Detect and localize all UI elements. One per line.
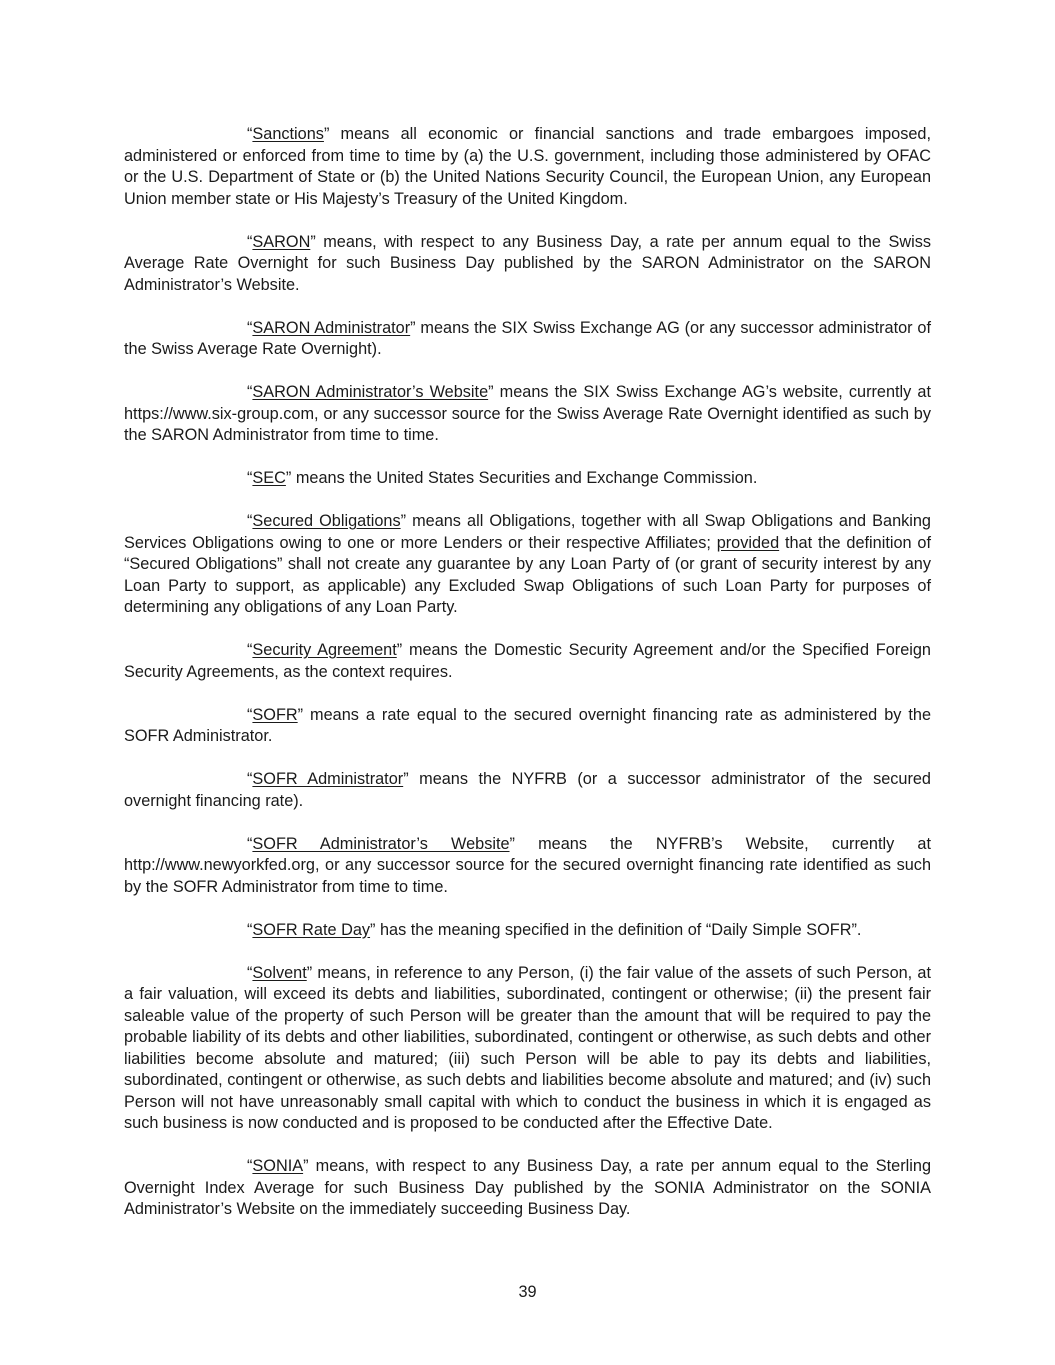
defined-term: Sanctions [252, 125, 324, 143]
definition-security-agreement [124, 640, 931, 683]
defined-term: Solvent [252, 963, 307, 982]
document-page [124, 124, 931, 1242]
defined-term: SOFR Administrator’s Website [252, 834, 510, 853]
definition-saron-administrator [124, 318, 931, 361]
definition-text: ” means the SIX Swiss Exchange AG’s website, currently at https://www.six-group.com, or any successor source for the Swiss Average Rate Overnight identified as such by the SARON Administrator from time to time. [124, 383, 931, 444]
definition-text: ” means all Obligations, together with all Swap Obligations and Banking Services Obligations owing to one or more Lenders or their respective Affiliates; [124, 512, 931, 552]
definition-text: ” means the SIX Swiss Exchange AG (or any successor administrator of the Swiss Average Rate Overnight). [124, 318, 931, 358]
definition-saron [124, 232, 931, 297]
definition-sofr-administrators-website [124, 834, 931, 899]
definition-text: ” means, with respect to any Business Day, a rate per annum equal to the Sterling Overnight Index Average for such Business Day published by the SONIA Administrator on the SONIA Administrator’s Website on the immediately succeeding Business Day. [124, 1157, 931, 1218]
defined-term: SARON Administrator [252, 318, 411, 337]
open-quote: “ [247, 469, 253, 487]
defined-term: Security Agreement [252, 641, 397, 659]
open-quote: “ [247, 963, 253, 982]
open-quote: “ [247, 641, 253, 659]
definition-sofr-administrator [124, 769, 931, 812]
defined-term: SONIA [252, 1157, 304, 1175]
defined-term: SOFR [252, 705, 298, 724]
open-quote: “ [247, 125, 253, 143]
open-quote: “ [247, 512, 253, 530]
open-quote: “ [247, 770, 253, 788]
open-quote: “ [247, 383, 253, 401]
definition-text-continued: that the definition of “Secured Obligations” shall not create any guarantee by any Loan Party of (or grant of security interest by any Loan Party to support, as applicable) any Excluded Swap Obligations of such Loan Party for purposes of determining any obligations of any Loan Party. [124, 533, 931, 616]
definition-text: ” means the United States Securities and Exchange Commission. [285, 469, 758, 487]
open-quote: “ [247, 920, 253, 939]
defined-term: Secured Obligations [252, 512, 401, 530]
definition-text: ” means, in reference to any Person, (i) the fair value of the assets of such Person, at a fair valuation, will exceed its debts and liabilities, subordinated, contingent or otherwise; (ii) the present fair saleable value of the property of such Person will be greater than the amount that will be required to pay the probable liability of its debts and other liabilities, subordinated, contingent or otherwise, as such debts and other liabilities become absolute and matured; (iii) such Person will be able to pay its debts and liabilities, subordinated, contingent or otherwise, as such debts and liabilities become absolute and matured; and (iv) such Person will not have unreasonably small capital with which to conduct the business in which it is engaged as such business is now conducted and is proposed to be conducted after the Effective Date. [124, 963, 931, 1132]
page-number: 39 [518, 1283, 537, 1301]
definition-text: ” has the meaning specified in the definition of “Daily Simple SOFR”. [370, 920, 862, 939]
defined-term: SARON Administrator’s Website [252, 383, 489, 401]
definition-secured-obligations [124, 511, 931, 619]
definition-solvent [124, 963, 931, 1135]
definition-sanctions [124, 124, 931, 210]
definition-text: ” means, with respect to any Business Day, a rate per annum equal to the Swiss Average Rate Overnight for such Business Day published by the SARON Administrator on the SARON Administrator’s Website. [124, 232, 931, 294]
defined-term: SOFR Administrator [252, 770, 404, 788]
definition-text: ” means the Domestic Security Agreement and/or the Specified Foreign Security Agreements, as the context requires. [124, 641, 931, 681]
open-quote: “ [247, 1157, 253, 1175]
definition-sonia [124, 1156, 931, 1221]
definition-sofr-rate-day [124, 920, 931, 942]
proviso-term: provided [716, 533, 780, 552]
definition-text: ” means a rate equal to the secured overnight financing rate as administered by the SOFR Administrator. [124, 705, 931, 745]
definition-sofr [124, 705, 931, 748]
defined-term: SEC [252, 469, 286, 487]
defined-term: SARON [252, 232, 311, 251]
open-quote: “ [247, 705, 253, 724]
defined-term: SOFR Rate Day [252, 920, 371, 939]
definition-sec [124, 468, 931, 490]
definition-text: ” means all economic or financial sanctions and trade embargoes imposed, administered or enforced from time to time by (a) the U.S. government, including those administered by OFAC or the U.S. Department of State or (b) the United Nations Security Council, the European Union, any European Union member state or His Majesty’s Treasury of the United Kingdom. [124, 125, 931, 208]
open-quote: “ [247, 834, 253, 853]
open-quote: “ [247, 318, 253, 337]
definition-saron-administrators-website [124, 382, 931, 447]
definition-text: ” means the NYFRB (or a successor administrator of the secured overnight financing rate). [124, 770, 931, 810]
open-quote: “ [247, 232, 253, 251]
definition-text: ” means the NYFRB’s Website, currently at http://www.newyorkfed.org, or any successor source for the secured overnight financing rate identified as such by the SOFR Administrator from time to time. [124, 834, 931, 896]
